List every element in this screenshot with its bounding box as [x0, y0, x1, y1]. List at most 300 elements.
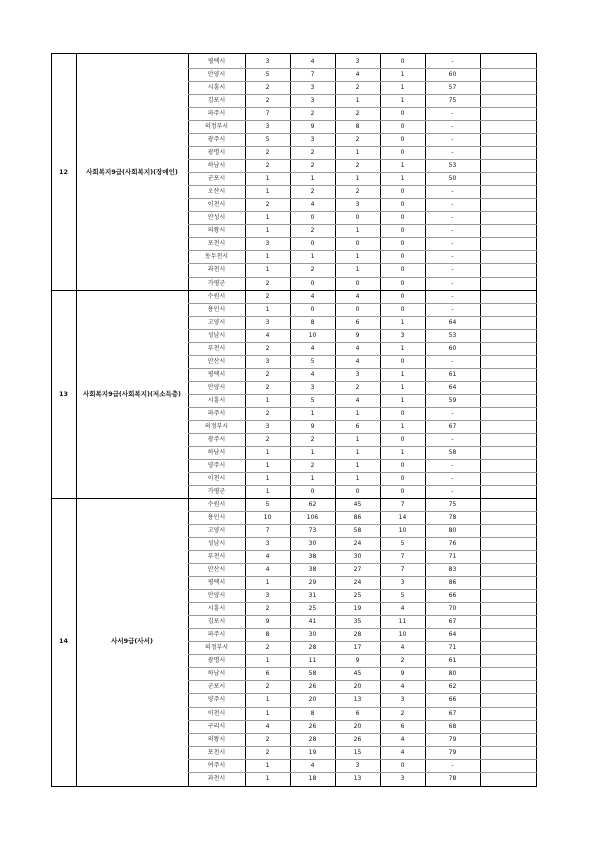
table-cell-col1: 1 [265, 696, 270, 704]
table-cell-col4: 10 [398, 527, 407, 535]
table-cell-col2: 106 [306, 514, 319, 522]
table-cell-col1: 3 [265, 240, 270, 248]
table-cell-col4: 0 [400, 214, 405, 222]
table-cell-col1: 6 [265, 670, 270, 678]
table-cell-region: 동두천시 [204, 253, 229, 261]
table-cell-col5: - [451, 110, 454, 118]
table-cell-col2: 1 [310, 448, 315, 456]
table-cell-col4: 3 [400, 579, 405, 587]
table-cell-col2: 9 [310, 123, 315, 131]
table-cell-col3: 28 [353, 631, 362, 639]
table-cell-region: 이천시 [207, 474, 226, 482]
table-cell-region: 부천시 [207, 344, 226, 352]
table-cell-col2: 4 [310, 344, 315, 352]
table-cell-col2: 2 [310, 266, 315, 274]
table-cell-col5: 53 [448, 331, 457, 339]
table-cell-col4: 9 [400, 670, 405, 678]
column-divider [76, 53, 77, 787]
table-cell-region: 양주시 [207, 696, 226, 704]
table-cell-col5: - [451, 279, 454, 287]
table-cell-region: 안산시 [207, 566, 226, 574]
table-cell-col5: 67 [448, 422, 457, 430]
table-cell-col3: 0 [355, 305, 360, 313]
table-cell-col5: 53 [448, 162, 457, 170]
table-cell-col2: 0 [310, 240, 315, 248]
table-cell-col5: 59 [448, 396, 457, 404]
table-cell-col3: 6 [355, 422, 360, 430]
table-cell-region: 하남시 [207, 670, 226, 678]
table-cell-col1: 3 [265, 318, 270, 326]
table-cell-col5: - [451, 266, 454, 274]
table-cell-col1: 7 [265, 110, 270, 118]
table-cell-col5: - [451, 487, 454, 495]
table-cell-col4: 0 [400, 123, 405, 131]
table-cell-col1: 1 [265, 474, 270, 482]
table-cell-col1: 2 [265, 383, 270, 391]
table-cell-col3: 4 [355, 344, 360, 352]
table-cell-col5: - [451, 474, 454, 482]
table-cell-col5: - [451, 188, 454, 196]
table-cell-region: 파주시 [207, 631, 226, 639]
table-cell-col5: 64 [448, 383, 457, 391]
table-cell-col3: 6 [355, 709, 360, 717]
table-cell-col1: 1 [265, 487, 270, 495]
table-cell-col3: 45 [353, 501, 362, 509]
table-cell-col4: 0 [400, 409, 405, 417]
table-cell-col1: 1 [265, 448, 270, 456]
table-cell-col3: 0 [355, 279, 360, 287]
table-cell-col1: 1 [265, 774, 270, 782]
table-cell-region: 성남시 [207, 331, 226, 339]
table-cell-col5: - [451, 58, 454, 65]
table-cell-col2: 2 [310, 162, 315, 170]
table-cell-col3: 58 [353, 527, 362, 535]
table-cell-col4: 7 [400, 553, 405, 561]
table-cell-col3: 27 [353, 566, 362, 574]
table-cell-col4: 0 [400, 279, 405, 287]
group-title: 사회복지9급(사회복지)(저소득층) [82, 389, 182, 398]
table-cell-col4: 1 [400, 422, 405, 430]
table-cell-col3: 0 [355, 487, 360, 495]
table-cell-region: 이천시 [207, 201, 226, 209]
table-cell-col5: 66 [448, 592, 457, 600]
table-cell-col3: 1 [355, 253, 360, 261]
table-cell-col3: 25 [353, 592, 362, 600]
table-cell-col2: 1 [310, 409, 315, 417]
table-cell-col2: 8 [310, 709, 315, 717]
table-cell-col4: 11 [398, 618, 407, 626]
table-cell-col5: - [451, 123, 454, 131]
table-cell-region: 광주시 [207, 136, 226, 144]
table-cell-region: 양주시 [207, 461, 226, 469]
table-cell-col1: 2 [265, 162, 270, 170]
table-cell-col5: 60 [448, 344, 457, 352]
group-title: 사회복지9급(사회복지)(장애인) [86, 168, 178, 177]
table-cell-col4: 1 [400, 84, 405, 92]
table-cell-col2: 38 [308, 553, 317, 561]
table-cell-col4: 0 [400, 266, 405, 274]
table-cell-col3: 3 [355, 201, 360, 209]
table-cell-region: 의정부시 [204, 644, 229, 652]
table-cell-col5: - [451, 136, 454, 144]
table-cell-col5: - [451, 461, 454, 469]
table-cell-col4: 14 [398, 514, 407, 522]
table-cell-col3: 0 [355, 240, 360, 248]
table-cell-region: 용인시 [207, 305, 226, 313]
table-cell-region: 광명시 [207, 149, 226, 157]
table-cell-col4: 0 [400, 58, 405, 65]
table-cell-col1: 1 [265, 396, 270, 404]
table-cell-col3: 1 [355, 461, 360, 469]
table-cell-col2: 73 [308, 527, 317, 535]
table-cell-col4: 3 [400, 774, 405, 782]
table-cell-col4: 1 [400, 318, 405, 326]
table-cell-col1: 2 [265, 292, 270, 300]
table-cell-col2: 41 [308, 618, 317, 626]
table-cell-col4: 0 [400, 188, 405, 196]
table-cell-col5: 67 [448, 618, 457, 626]
table-cell-col5: 80 [448, 527, 457, 535]
table-cell-col3: 26 [353, 735, 362, 743]
table-cell-col4: 2 [400, 709, 405, 717]
table-cell-col1: 5 [265, 501, 270, 509]
table-cell-region: 부천시 [207, 553, 226, 561]
table-cell-col4: 4 [400, 735, 405, 743]
group-number: 14 [58, 637, 69, 646]
table-cell-region: 의왕시 [207, 227, 226, 235]
table-cell-col4: 1 [400, 370, 405, 378]
table-cell-col1: 1 [265, 305, 270, 313]
table-cell-col5: - [451, 201, 454, 209]
table-cell-col2: 18 [308, 774, 317, 782]
table-cell-col5: 71 [448, 553, 457, 561]
table-cell-region: 이천시 [207, 709, 226, 717]
table-cell-col3: 86 [353, 514, 362, 522]
table-cell-col4: 0 [400, 474, 405, 482]
table-cell-col2: 62 [308, 501, 317, 509]
table-cell-col1: 4 [265, 331, 270, 339]
table-cell-col5: 70 [448, 605, 457, 613]
table-cell-region: 구리시 [207, 722, 226, 730]
table-cell-col1: 5 [265, 136, 270, 144]
table-cell-col2: 28 [308, 735, 317, 743]
table-cell-col3: 2 [355, 188, 360, 196]
table-cell-col4: 0 [400, 305, 405, 313]
table-cell-col5: 78 [448, 514, 457, 522]
table-cell-col3: 4 [355, 396, 360, 404]
table-cell-region: 가평군 [207, 487, 226, 495]
table-cell-region: 고양시 [207, 318, 226, 326]
table-cell-col5: - [451, 292, 454, 300]
table-cell-col3: 19 [353, 605, 362, 613]
table-cell-region: 안산시 [207, 357, 226, 365]
table-cell-col3: 13 [353, 696, 362, 704]
table-cell-col1: 2 [265, 605, 270, 613]
table-cell-col2: 30 [308, 631, 317, 639]
table-cell-col5: 79 [448, 735, 457, 743]
table-cell-col1: 1 [265, 657, 270, 665]
table-cell-col1: 4 [265, 722, 270, 730]
table-cell-col1: 2 [265, 683, 270, 691]
table-cell-col5: 50 [448, 175, 457, 183]
table-cell-col3: 4 [355, 357, 360, 365]
table-cell-col2: 8 [310, 318, 315, 326]
table-cell-col3: 20 [353, 683, 362, 691]
table-cell-col2: 30 [308, 540, 317, 548]
table-cell-col1: 2 [265, 735, 270, 743]
table-cell-col2: 2 [310, 227, 315, 235]
table-cell-col1: 1 [265, 253, 270, 261]
table-cell-col4: 0 [400, 149, 405, 157]
table-cell-col2: 5 [310, 357, 315, 365]
table-cell-col3: 20 [353, 722, 362, 730]
table-cell-col3: 2 [355, 136, 360, 144]
table-cell-col3: 1 [355, 474, 360, 482]
table-cell-col3: 2 [355, 84, 360, 92]
table-cell-col5: - [451, 761, 454, 769]
table-cell-col5: - [451, 240, 454, 248]
table-cell-col4: 0 [400, 461, 405, 469]
table-cell-col5: - [451, 227, 454, 235]
table-cell-col2: 4 [310, 292, 315, 300]
table-cell-col5: - [451, 214, 454, 222]
table-cell-col1: 7 [265, 527, 270, 535]
table-cell-region: 김포시 [207, 618, 226, 626]
table-cell-region: 용인시 [207, 514, 226, 522]
table-cell-col3: 1 [355, 227, 360, 235]
table-cell-region: 성남시 [207, 540, 226, 548]
table-cell-col1: 5 [265, 71, 270, 79]
table-cell-region: 여주시 [207, 761, 226, 769]
table-cell-col3: 0 [355, 214, 360, 222]
table-cell-region: 하남시 [207, 162, 226, 170]
table-cell-col2: 26 [308, 683, 317, 691]
table-cell-col4: 1 [400, 175, 405, 183]
table-cell-region: 파주시 [207, 409, 226, 417]
table-cell-col1: 1 [265, 227, 270, 235]
table-cell-col5: 60 [448, 71, 457, 79]
table-cell-col2: 19 [308, 748, 317, 756]
table-cell-col5: 79 [448, 748, 457, 756]
table-cell-col2: 3 [310, 136, 315, 144]
table-cell-col1: 1 [265, 761, 270, 769]
table-cell-col4: 1 [400, 396, 405, 404]
table-cell-col5: 86 [448, 579, 457, 587]
table-cell-col5: - [451, 435, 454, 443]
table-cell-col4: 1 [400, 448, 405, 456]
table-cell-col4: 0 [400, 227, 405, 235]
table-cell-region: 하남시 [207, 448, 226, 456]
table-cell-col2: 3 [310, 84, 315, 92]
table-cell-col4: 0 [400, 292, 405, 300]
table-cell-col2: 9 [310, 422, 315, 430]
table-cell-region: 광명시 [207, 657, 226, 665]
table-cell-col4: 0 [400, 240, 405, 248]
table-cell-col4: 0 [400, 253, 405, 261]
table-cell-region: 의왕시 [207, 735, 226, 743]
table-cell-col2: 4 [310, 201, 315, 209]
table-cell-col2: 2 [310, 435, 315, 443]
table-cell-col1: 2 [265, 279, 270, 287]
table-cell-col4: 5 [400, 540, 405, 548]
table-cell-col2: 7 [310, 71, 315, 79]
table-cell-region: 안양시 [207, 71, 226, 79]
table-cell-col1: 10 [263, 514, 272, 522]
table-cell-col3: 9 [355, 331, 360, 339]
table-cell-col4: 7 [400, 501, 405, 509]
table-cell-col2: 38 [308, 566, 317, 574]
table-cell-col1: 2 [265, 344, 270, 352]
table-cell-col5: 83 [448, 566, 457, 574]
table-cell-col4: 1 [400, 383, 405, 391]
table-cell-col3: 3 [355, 58, 360, 65]
table-cell-col1: 3 [265, 357, 270, 365]
table-cell-col1: 1 [265, 188, 270, 196]
table-cell-region: 고양시 [207, 527, 226, 535]
table-cell-col3: 2 [355, 383, 360, 391]
table-cell-col1: 1 [265, 461, 270, 469]
table-cell-col1: 4 [265, 566, 270, 574]
table-cell-col2: 58 [308, 670, 317, 678]
table-cell-col3: 4 [355, 292, 360, 300]
table-cell-col3: 1 [355, 266, 360, 274]
table-cell-region: 수원시 [207, 292, 226, 300]
table-cell-col4: 1 [400, 71, 405, 79]
table-cell-region: 오산시 [207, 188, 226, 196]
table-cell-col2: 4 [310, 370, 315, 378]
table-cell-col4: 4 [400, 683, 405, 691]
table-cell-col5: 76 [448, 540, 457, 548]
table-cell-col5: 58 [448, 448, 457, 456]
table-cell-col5: 75 [448, 97, 457, 105]
table-cell-col1: 9 [265, 618, 270, 626]
table-cell-col4: 6 [400, 722, 405, 730]
table-cell-col5: 61 [448, 370, 457, 378]
table-cell-col4: 1 [400, 344, 405, 352]
table-cell-col2: 20 [308, 696, 317, 704]
table-cell-region: 의정부시 [204, 422, 229, 430]
table-cell-col4: 2 [400, 657, 405, 665]
table-cell-col5: - [451, 253, 454, 261]
table-cell-col2: 3 [310, 383, 315, 391]
table-cell-region: 안양시 [207, 383, 226, 391]
table-cell-col3: 45 [353, 670, 362, 678]
table-cell-col1: 2 [265, 201, 270, 209]
table-cell-col2: 1 [310, 474, 315, 482]
table-cell-col2: 2 [310, 110, 315, 118]
table-cell-col2: 28 [308, 644, 317, 652]
table-cell-region: 김포시 [207, 97, 226, 105]
table-cell-col4: 0 [400, 201, 405, 209]
table-cell-region: 평택시 [207, 579, 226, 587]
table-cell-col4: 4 [400, 605, 405, 613]
table-cell-col3: 1 [355, 175, 360, 183]
table-cell-region: 의정부시 [204, 123, 229, 131]
table-cell-col5: 80 [448, 670, 457, 678]
table-cell-region: 시흥시 [207, 605, 226, 613]
table-cell-col1: 1 [265, 266, 270, 274]
table-cell-region: 평택시 [207, 370, 226, 378]
table-cell-col3: 3 [355, 370, 360, 378]
group-number: 13 [58, 389, 69, 398]
table-cell-col3: 9 [355, 657, 360, 665]
table-cell-col4: 3 [400, 331, 405, 339]
table-cell-col1: 2 [265, 435, 270, 443]
table-cell-col5: - [451, 409, 454, 417]
table-cell-region: 군포시 [207, 683, 226, 691]
table-cell-col5: 62 [448, 683, 457, 691]
table-cell-col2: 29 [308, 579, 317, 587]
table-cell-col2: 0 [310, 487, 315, 495]
table-cell-region: 수원시 [207, 501, 226, 509]
table-cell-col5: 71 [448, 644, 457, 652]
table-cell-col2: 0 [310, 214, 315, 222]
table-cell-col5: 61 [448, 657, 457, 665]
table-cell-region: 광주시 [207, 435, 226, 443]
table-cell-col2: 2 [310, 149, 315, 157]
table-cell-col3: 4 [355, 71, 360, 79]
table-cell-col3: 8 [355, 123, 360, 131]
table-cell-col1: 2 [265, 748, 270, 756]
table-cell-col3: 13 [353, 774, 362, 782]
table-cell-col2: 26 [308, 722, 317, 730]
table-cell-col3: 2 [355, 162, 360, 170]
table-cell-col5: 64 [448, 318, 457, 326]
group-title: 사서9급(사서) [111, 637, 153, 646]
table-cell-col1: 2 [265, 149, 270, 157]
table-cell-col1: 3 [265, 123, 270, 131]
table-cell-col1: 2 [265, 84, 270, 92]
table-cell-col2: 25 [308, 605, 317, 613]
table-cell-region: 시흥시 [207, 396, 226, 404]
table-cell-col5: 67 [448, 709, 457, 717]
table-cell-region: 과천시 [207, 774, 226, 782]
table-cell-col3: 24 [353, 540, 362, 548]
table-cell-region: 안성시 [207, 214, 226, 222]
table-cell-region: 평택시 [207, 58, 226, 65]
table-cell-col5: 68 [448, 722, 457, 730]
table-cell-col1: 2 [265, 97, 270, 105]
table-cell-col3: 17 [353, 644, 362, 652]
table-cell-col4: 4 [400, 748, 405, 756]
table-cell-col4: 0 [400, 435, 405, 443]
table-cell-col3: 1 [355, 435, 360, 443]
table-cell-col4: 0 [400, 110, 405, 118]
table-cell-col4: 0 [400, 357, 405, 365]
table-cell-col1: 3 [265, 540, 270, 548]
table-cell-col2: 1 [310, 175, 315, 183]
table-cell-col1: 2 [265, 644, 270, 652]
table-cell-region: 가평군 [207, 279, 226, 287]
table-cell-col2: 10 [308, 331, 317, 339]
table-cell-col5: - [451, 305, 454, 313]
table-cell-col4: 10 [398, 631, 407, 639]
table-cell-col5: - [451, 149, 454, 157]
table-cell-col2: 11 [308, 657, 317, 665]
table-cell-col1: 8 [265, 631, 270, 639]
table-cell-col4: 7 [400, 566, 405, 574]
table-cell-col2: 4 [310, 761, 315, 769]
table-cell-col5: 64 [448, 631, 457, 639]
table-cell-col1: 3 [265, 422, 270, 430]
table-cell-col3: 1 [355, 149, 360, 157]
table-cell-col4: 4 [400, 644, 405, 652]
table-cell-col1: 3 [265, 58, 270, 65]
table-cell-col3: 35 [353, 618, 362, 626]
table-cell-col5: 66 [448, 696, 457, 704]
table-cell-col2: 5 [310, 396, 315, 404]
table-cell-col2: 2 [310, 461, 315, 469]
